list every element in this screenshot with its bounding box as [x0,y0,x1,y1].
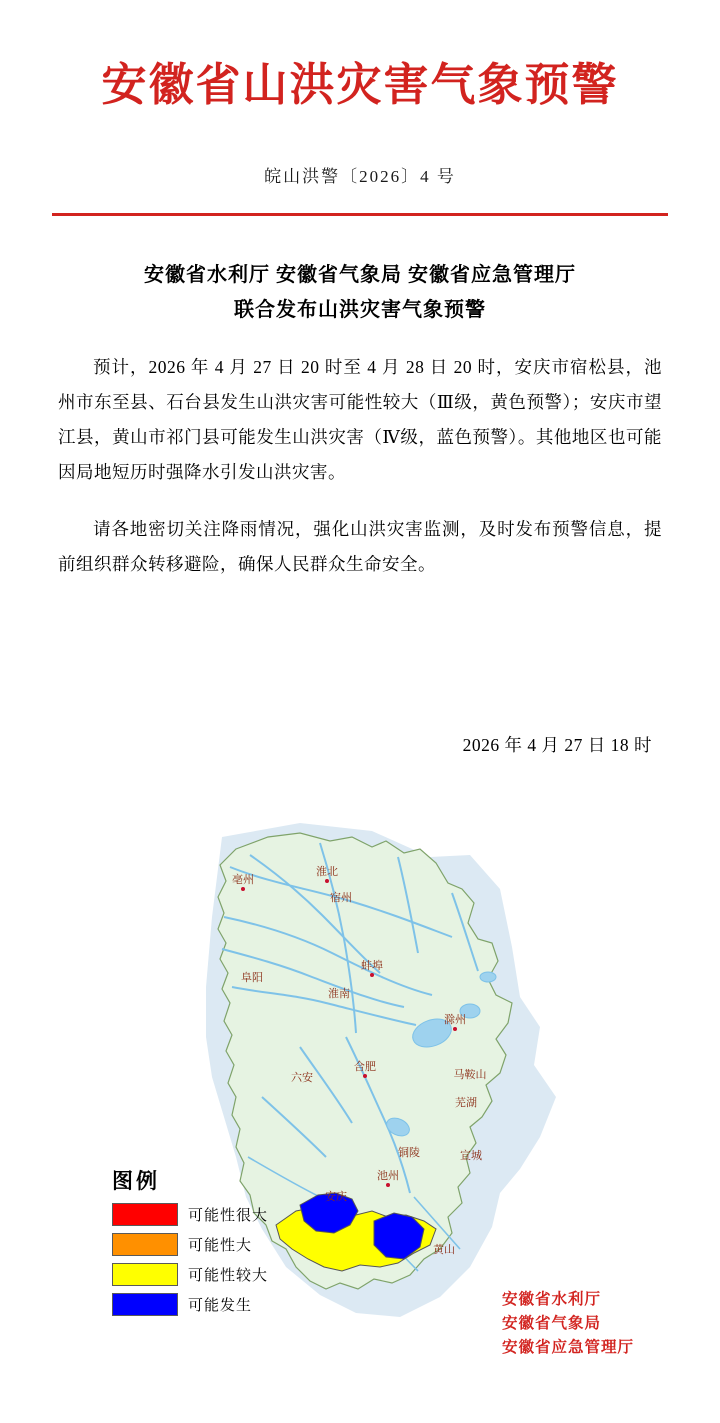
city-label-chizhou: 池州 [377,1170,399,1182]
page-title: 安徽省山洪灾害气象预警 [101,59,619,110]
city-label-chuzhou: 滁州 [444,1014,466,1026]
city-label-hefei: 合肥 [354,1061,376,1073]
city-label-huangshan: 黄山 [433,1244,455,1256]
city-label-maanshan: 马鞍山 [453,1069,487,1081]
legend-label-fairly-high: 可能性较大 [188,1267,269,1284]
city-label-luan: 六安 [291,1072,313,1084]
legend-item-very-high [112,1203,302,1226]
city-label-wuhu: 芜湖 [455,1097,477,1109]
city-dot-huaibei [325,879,329,883]
map-agency-water: 安徽省水利厅 [501,1290,601,1308]
city-label-bozhou: 亳州 [232,874,254,886]
legend [112,1165,302,1323]
document-body [0,258,720,757]
city-label-bengbu: 蚌埠 [361,960,383,972]
legend-item-fairly-high [112,1263,302,1286]
legend-swatch-blue [112,1293,178,1316]
sign-date: 2026 年 4 月 27 日 18 时 [462,735,652,755]
city-label-anqing: 安庆 [325,1191,347,1203]
legend-swatch-yellow [112,1263,178,1286]
legend-label-possible: 可能发生 [188,1297,253,1314]
city-label-huaibei: 淮北 [316,866,338,878]
paragraph-instruction: 请各地密切关注降雨情况，强化山洪灾害监测，及时发布预警信息，提前组织群众转移避险，确保人民群众生命安全。 [58,519,662,574]
city-dot-chuzhou [453,1027,457,1031]
map-agency-emergency: 安徽省应急管理厅 [501,1338,634,1356]
header-divider [52,213,668,216]
city-label-tongling: 铜陵 [398,1147,420,1159]
legend-item-possible [112,1293,302,1316]
city-label-suzhou: 宿州 [330,892,352,904]
city-dot-chizhou [386,1183,390,1187]
legend-item-high [112,1233,302,1256]
warning-map [0,797,720,1412]
legend-label-very-high: 可能性很大 [188,1207,269,1224]
document-number: 皖山洪警〔2026〕4 号 [264,167,456,186]
legend-label-high: 可能性大 [188,1237,253,1254]
city-dot-hefei [363,1074,367,1078]
city-label-huainan: 淮南 [328,988,350,1000]
map-agency-meteorological: 安徽省气象局 [501,1314,601,1332]
city-dot-bengbu [370,973,374,977]
city-dot-bozhou [241,887,245,891]
map-agency-credits [502,1288,634,1360]
city-label-fuyang: 阜阳 [241,972,263,984]
issuing-agencies [58,258,662,328]
issuers-line-2: 联合发布山洪灾害气象预警 [234,299,486,321]
legend-title: 图例 [112,1170,160,1193]
paragraph-forecast: 预计，2026 年 4 月 27 日 20 时至 4 月 28 日 20 时，安庆市宿松县，池州市东至县、石台县发生山洪灾害可能性较大（Ⅲ级，黄色预警）；安庆市望江县，黄山市祁门县可能发生山洪灾害（Ⅳ级，蓝色预警）。其他地区也可能因局地短历时强降水引发山洪灾害。 [58,357,662,482]
issuers-line-1: 安徽省水利厅 安徽省气象局 安徽省应急管理厅 [144,264,576,286]
legend-swatch-orange [112,1233,178,1256]
city-label-xuancheng: 宣城 [460,1150,482,1162]
legend-swatch-red [112,1203,178,1226]
